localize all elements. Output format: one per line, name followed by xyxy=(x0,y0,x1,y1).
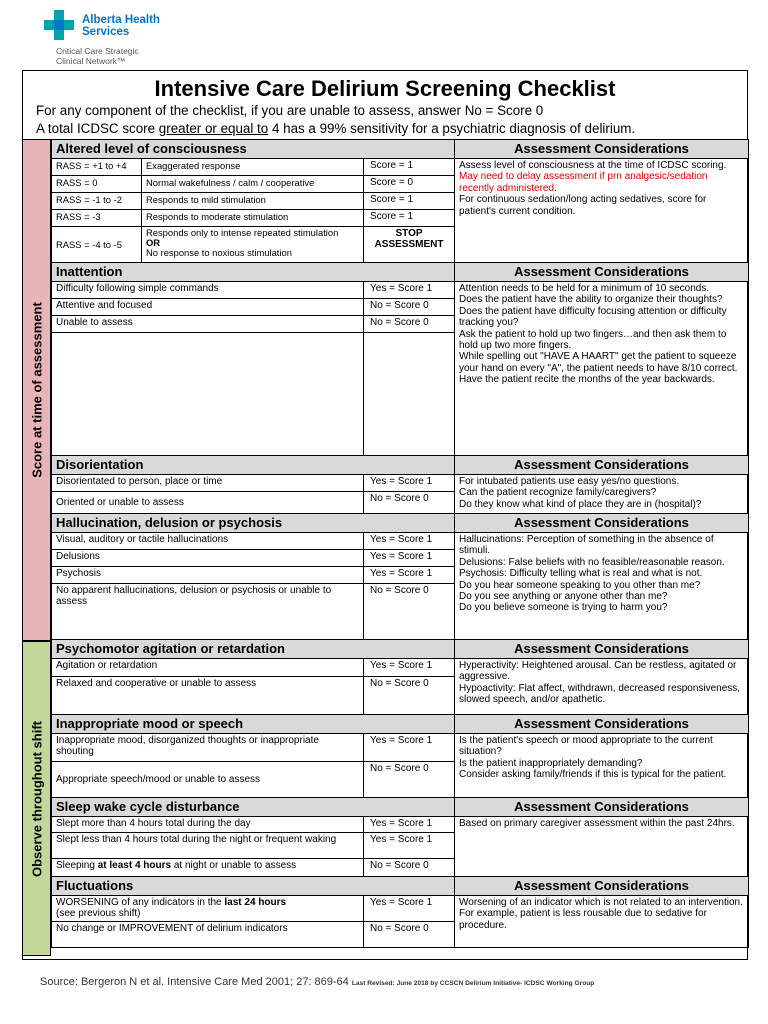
section-title: Inappropriate mood or speech xyxy=(52,715,455,734)
section-header-inattention xyxy=(52,263,749,282)
table-row: Delusions Yes = Score 1 xyxy=(52,550,749,567)
table-row: Difficulty following simple commands Yes = Score 1 Attention needs to be held for a minimum of 10 seconds. Does the patient have the ability to organize their thoughts? Does the patient have difficulty focusing attention or difficulty tracking you? Ask the patient to hold up two fingers…and then ask them to hold up two more fingers. While spelling out "HAVE A HAART" get the patient to squeeze your hand on every "A", the patient needs to have 8/10 correct. Have the patient recite the months of the year backwards. xyxy=(52,282,749,299)
assessment-considerations-header: Assessment Considerations xyxy=(455,140,749,159)
section-title: Inattention xyxy=(52,263,455,282)
table-row: RASS = +1 to +4 Exaggerated response Score = 1 Assess level of consciousness at the time of ICDSC scoring. May need to delay assessment if prn analgesic/sedation recently administered. For continuous sedation/long acting sedatives, score for patient's current condition. xyxy=(52,159,749,176)
intro-line-1: For any component of the checklist, if you are unable to assess, answer No = Score 0 xyxy=(36,103,544,118)
table-row: RASS = -3 Responds to moderate stimulation Score = 1 xyxy=(52,210,749,227)
intro-line-2: A total ICDSC score greater or equal to 4 has a 99% sensitivity for a psychiatric diagnosis of delirium. xyxy=(36,121,636,136)
ahs-cross-icon xyxy=(44,10,74,40)
section-header-mood xyxy=(52,715,749,734)
side-band-score xyxy=(22,139,51,641)
assessment-considerations-header: Assessment Considerations xyxy=(455,514,749,533)
table-row: Relaxed and cooperative or unable to assess No = Score 0 xyxy=(52,677,749,715)
hallucination-considerations: Hallucinations: Perception of something in the absence of stimuli. Delusions: False beliefs with no feasible/reasonable reason. Psychosis: Difficulty telling what is real and what is not. Do you hear someone speaking to you other than me? Do you see anything or anyone other than me? Do you believe someone is trying to harm you? xyxy=(455,533,749,640)
footer-source: Source: Bergeron N et al. Intensive Care Med 2001; 27: 869-64 Last Revised: June 2018 by CCSCN Delirium Initiative- ICDSC Working Group xyxy=(40,976,595,988)
stop-assessment-label: STOP ASSESSMENT xyxy=(364,227,455,263)
mood-considerations: Is the patient's speech or mood appropriate to the current situation? Is the patient inappropriately demanding? Consider asking family/friends if this is typical for the patient. xyxy=(455,734,749,798)
assessment-considerations-header: Assessment Considerations xyxy=(455,263,749,282)
section-title: Sleep wake cycle disturbance xyxy=(52,798,455,817)
logo-subtitle: Critical Care Strategic Clinical Network™ xyxy=(56,46,139,66)
section-title: Fluctuations xyxy=(52,877,455,896)
table-row: Disorientated to person, place or time Yes = Score 1 For intubated patients use easy yes/no questions. Can the patient recognize family/caregivers? Do they know what kind of place they are in (hospital)? xyxy=(52,475,749,492)
psychomotor-considerations: Hyperactivity: Heightened arousal. Can be restless, agitated or aggressive. Hypoactivity: Flat affect, withdrawn, decreased responsiveness, slowed speech, and/or apathetic. xyxy=(455,659,749,715)
section-title: Disorientation xyxy=(52,456,455,475)
assessment-considerations-header: Assessment Considerations xyxy=(455,456,749,475)
table-row: Sleeping at least 4 hours at night or unable to assess No = Score 0 xyxy=(52,859,749,877)
side-label-score: Score at time of assessment xyxy=(29,302,44,478)
assessment-considerations-header: Assessment Considerations xyxy=(455,640,749,659)
assessment-considerations-header: Assessment Considerations xyxy=(455,877,749,896)
section-title: Hallucination, delusion or psychosis xyxy=(52,514,455,533)
section-header-hallucination xyxy=(52,514,749,533)
section-header-fluctuations xyxy=(52,877,749,896)
side-label-observe: Observe throughout shift xyxy=(29,720,44,877)
table-row: RASS = -1 to -2 Responds to mild stimulation Score = 1 xyxy=(52,193,749,210)
page-title: Intensive Care Delirium Screening Checklist xyxy=(154,76,616,101)
assessment-considerations-header: Assessment Considerations xyxy=(455,715,749,734)
alberta-health-services-logo xyxy=(44,10,224,70)
checklist-table xyxy=(51,139,749,948)
assessment-considerations-header: Assessment Considerations xyxy=(455,798,749,817)
table-row: Slept less than 4 hours total during the night or frequent waking Yes = Score 1 xyxy=(52,833,749,859)
section-header-sleep xyxy=(52,798,749,817)
table-row: WORSENING of any indicators in the last 24 hours (see previous shift) Yes = Score 1 Worsening of an indicator which is not related to an intervention. For example, patient is less rousable due to sedative for procedure. xyxy=(52,896,749,922)
table-row: Psychosis Yes = Score 1 xyxy=(52,567,749,584)
fluctuations-considerations: Worsening of an indicator which is not related to an intervention. For example, patient is less rousable due to sedative for procedure. xyxy=(455,896,749,948)
table-row: Oriented or unable to assess No = Score 0 xyxy=(52,492,749,514)
section-header-psychomotor xyxy=(52,640,749,659)
section-header-disorientation xyxy=(52,456,749,475)
table-row: No change or IMPROVEMENT of delirium indicators No = Score 0 xyxy=(52,922,749,948)
logo-name: Alberta Health Services xyxy=(82,14,160,38)
sleep-considerations: Based on primary caregiver assessment within the past 24hrs. xyxy=(455,817,749,877)
table-row: Attentive and focused No = Score 0 xyxy=(52,299,749,316)
section-title: Psychomotor agitation or retardation xyxy=(52,640,455,659)
disorientation-considerations: For intubated patients use easy yes/no questions. Can the patient recognize family/caregivers? Do they know what kind of place they are in (hospital)? xyxy=(455,475,749,514)
table-row: Visual, auditory or tactile hallucinations Yes = Score 1 Hallucinations: Perception of something in the absence of stimuli. Delusions: False beliefs with no feasible/reasonable reason. Psychosis: Difficulty telling what is real and what is not. Do you hear someone speaking to you other than me? Do you see anything or anyone other than me? Do you believe someone is trying to harm you? xyxy=(52,533,749,550)
table-row: Slept more than 4 hours total during the day Yes = Score 1 Based on primary caregiver assessment within the past 24hrs. xyxy=(52,817,749,833)
table-row: RASS = 0 Normal wakefulness / calm / cooperative Score = 0 xyxy=(52,176,749,193)
section-header-consciousness xyxy=(52,140,749,159)
inattention-considerations: Attention needs to be held for a minimum of 10 seconds. Does the patient have the ability to organize their thoughts? Does the patient have difficulty focusing attention or difficulty tracking you? Ask the patient to hold up two fingers…and then ask them to hold up two more fingers. While spelling out "HAVE A HAART" get the patient to squeeze your hand on every "A", the patient needs to have 8/10 correct. Have the patient recite the months of the year backwards. xyxy=(455,282,749,456)
table-row: Inappropriate mood, disorganized thoughts or inappropriate shouting Yes = Score 1 Is the patient's speech or mood appropriate to the current situation? Is the patient inappropriately demanding? Consider asking family/friends if this is typical for the patient. xyxy=(52,734,749,762)
table-row: RASS = -4 to -5 Responds only to intense repeated stimulation OR No response to noxious stimulation STOP ASSESSMENT xyxy=(52,227,749,263)
table-row: Agitation or retardation Yes = Score 1 Hyperactivity: Heightened arousal. Can be restless, agitated or aggressive. Hypoactivity: Flat affect, withdrawn, decreased responsiveness, slowed speech, and/or apathetic. xyxy=(52,659,749,677)
section-title: Altered level of consciousness xyxy=(52,140,455,159)
table-row: Appropriate speech/mood or unable to assess No = Score 0 xyxy=(52,762,749,798)
table-row: Unable to assess No = Score 0 xyxy=(52,316,749,333)
table-row: No apparent hallucinations, delusion or psychosis or unable to assess No = Score 0 xyxy=(52,584,749,640)
consciousness-considerations: Assess level of consciousness at the time of ICDSC scoring. May need to delay assessment if prn analgesic/sedation recently administered. For continuous sedation/long acting sedatives, score for patient's current condition. xyxy=(455,159,749,263)
side-band-observe xyxy=(22,641,51,956)
